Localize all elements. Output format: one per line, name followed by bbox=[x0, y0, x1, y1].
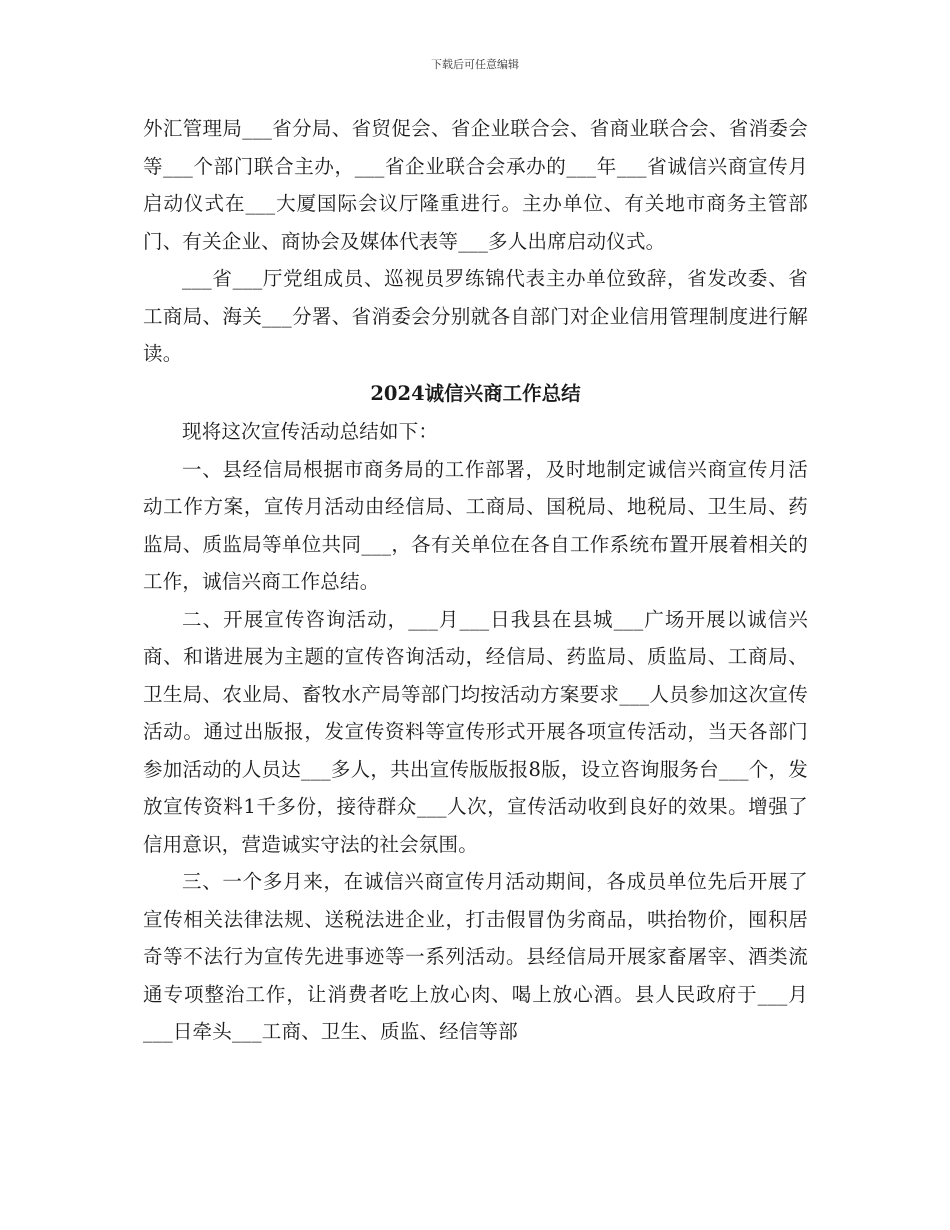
paragraph-section-2: 二、开展宣传咨询活动，___月___日我县在县城___广场开展以诚信兴商、和谐进展为主题的宣传咨询活动，经信局、药监局、质监局、工商局、卫生局、农业局、畜牧水产局等部门均按活动方案要求___人员参加这次宣传活动。通过出版报，发宣传资料等宣传形式开展各项宣传活动，当天各部门参加活动的人员达___多人，共出宣传版版报8版，设立咨询服务台___个，发放宣传资料1千多份，接待群众___人次，宣传活动收到良好的效果。增强了信用意识，营造诚实守法的社会氛围。 bbox=[143, 607, 808, 856]
paragraph-section-1: 一、县经信局根据市商务局的工作部署，及时地制定诚信兴商宣传月活动工作方案，宣传月活动由经信局、工商局、国税局、地税局、卫生局、药监局、质监局等单位共同___，各有关单位在各自工作系统布置开展着相关的工作，诚信兴商工作总结。 bbox=[143, 457, 808, 593]
document-body bbox=[143, 110, 808, 1051]
paragraph-section-3: 三、一个多月来，在诚信兴商宣传月活动期间，各成员单位先后开展了宣传相关法律法规、送税法进企业，打击假冒伪劣商品，哄抬物价，囤积居奇等不法行为宣传先进事迹等一系列活动。县经信局开展家畜屠宰、酒类流通专项整治工作，让消费者吃上放心肉、喝上放心酒。县人民政府于___月___日牵头___工商、卫生、质监、经信等部 bbox=[143, 870, 808, 1043]
paragraph-intro: 外汇管理局___省分局、省贸促会、省企业联合会、省商业联合会、省消委会等___个部门联合主办，___省企业联合会承办的___年___省诚信兴商宣传月启动仪式在___大厦国际会议厅隆重进行。主办单位、有关地市商务主管部门、有关企业、商协会及媒体代表等___多人出席启动仪式。 bbox=[143, 117, 808, 253]
paragraph-speech: ___省___厅党组成员、巡视员罗练锦代表主办单位致辞，省发改委、省工商局、海关___分署、省消委会分别就各自部门对企业信用管理制度进行解读。 bbox=[143, 267, 808, 365]
page-header: 下载后可任意编辑 bbox=[431, 58, 519, 71]
document-title: 2024诚信兴商工作总结 bbox=[370, 381, 581, 405]
paragraph-summary-lead: 现将这次宣传活动总结如下： bbox=[182, 420, 439, 443]
